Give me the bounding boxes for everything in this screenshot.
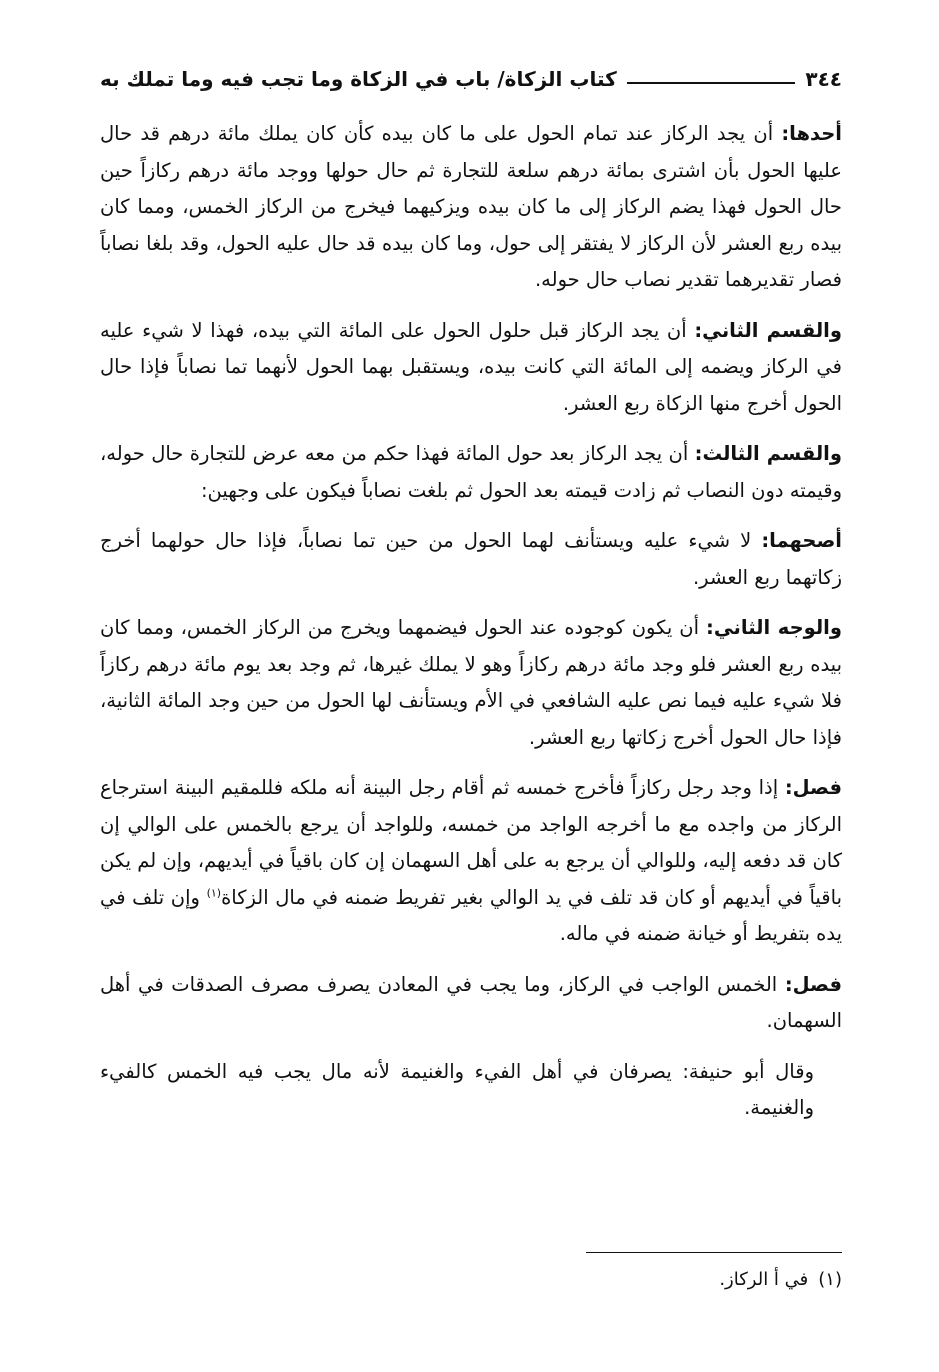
paragraph-text: وقال أبو حنيفة: يصرفان في أهل الفيء والغنيمة لأنه مال يجب فيه الخمس كالفيء والغنيمة. <box>100 1059 814 1119</box>
document-page <box>100 62 842 1352</box>
page-header <box>100 62 842 96</box>
paragraph-heading: أصحهما: <box>761 529 842 552</box>
page-number: ٣٤٤ <box>805 67 842 91</box>
paragraph-text: أن يجد الركاز عند تمام الحول على ما كان بيده كأن كان يملك مائة درهم قد حال عليها الحول بأن اشترى بمائة درهم سلعة للتجارة ثم حال حولها ووجد مائة درهم ركازاً حين حال الحول فهذا يضم الركاز إلى ما كان بيده ويزكيهما فيخرج من الركاز الخمس، ومما كان بيده ربع العشر لأن الركاز لا يفتقر إلى حول، وما كان بيده قد حال عليه الحول، وقد بلغا نصاباً فصار تقديرهما تقدير نصاب حال حوله. <box>100 122 842 291</box>
paragraph-text: أن يكون كوجوده عند الحول فيضمهما ويخرج من الركاز الخمس، ومما كان بيده ربع العشر فلو وجد مائة درهم ركازاً وهو لا يملك غيرها، ثم وجد بعد يوم مائة درهم ركازاً فلا شيء عليه فيما نص عليه الشافعي في الأم ويستأنف لها الحول من حين وجد المائة الثانية، فإذا حال الحول أخرج زكاتها ربع العشر. <box>100 616 842 749</box>
footnote-number: (١) <box>818 1269 842 1290</box>
paragraph-heading: والوجه الثاني: <box>706 616 842 639</box>
paragraph-heading: أحدها: <box>781 122 842 145</box>
paragraph-heading: فصل: <box>784 972 842 996</box>
paragraph-heading: فصل: <box>784 776 842 799</box>
paragraph-second-case <box>100 313 842 423</box>
paragraph-text: إذا وجد رجل ركازاً فأخرج خمسه ثم أقام رجل البينة أنه ملكه فللمقيم البينة استرجاع الركاز من واجده مع ما أخرجه الواجد من خمسه، وللواجد أن يرجع بالخمس على الوالي إن كان قد دفعه إليه، وللوالي أن يرجع به على أهل السهمان إن كان باقياً في أيديهم، وإن لم يكن باقياً في أيديهم أو كان قد تلف في يد الوالي بغير تفريط ضمنه في مال الزكاة <box>100 776 843 909</box>
footnote-text: في أ الركاز. <box>719 1269 809 1290</box>
paragraph-second-view <box>100 610 842 756</box>
paragraph-first-case <box>100 116 842 299</box>
paragraph-text: لا شيء عليه ويستأنف لهما الحول من حين تما نصاباً، فإذا حال حولهما أخرج زكاتهما ربع العشر. <box>100 529 842 589</box>
running-title: كتاب الزكاة/ باب في الزكاة وما تجب فيه وما تملك به <box>100 67 617 91</box>
paragraph-section-ownership <box>100 770 842 953</box>
footnote-divider <box>586 1252 842 1253</box>
main-text <box>100 116 842 1127</box>
paragraph-abu-hanifa <box>100 1054 842 1127</box>
paragraph-text: الخمس الواجب في الركاز، وما يجب في المعادن يصرف مصرف الصدقات في أهل السهمان. <box>100 972 842 1032</box>
paragraph-heading: والقسم الثاني: <box>694 318 842 342</box>
footnote-reference: (١) <box>206 886 222 899</box>
paragraph-text: أن يجد الركاز قبل حلول الحول على المائة التي بيده، فهذا لا شيء عليه في الركاز ويضمه إلى المائة التي كانت بيده، ويستقبل بهما الحول لأنهما تما نصاباً فإذا حال الحول أخرج منها الزكاة ربع العشر. <box>100 318 842 415</box>
paragraph-text-continued: وإن تلف في يده بتفريط أو خيانة ضمنه في ماله. <box>100 885 842 945</box>
paragraph-heading: والقسم الثالث: <box>694 442 842 465</box>
header-divider <box>627 82 796 84</box>
footnote <box>719 1264 842 1296</box>
paragraph-sounder-view <box>100 523 842 596</box>
paragraph-section-disbursement <box>100 967 842 1040</box>
paragraph-text: أن يجد الركاز بعد حول المائة فهذا حكم من معه عرض للتجارة حال حوله، وقيمته دون النصاب ثم زادت قيمته بعد الحول ثم بلغت نصاباً فيكون على وجهين: <box>100 442 842 502</box>
paragraph-third-case <box>100 436 842 509</box>
